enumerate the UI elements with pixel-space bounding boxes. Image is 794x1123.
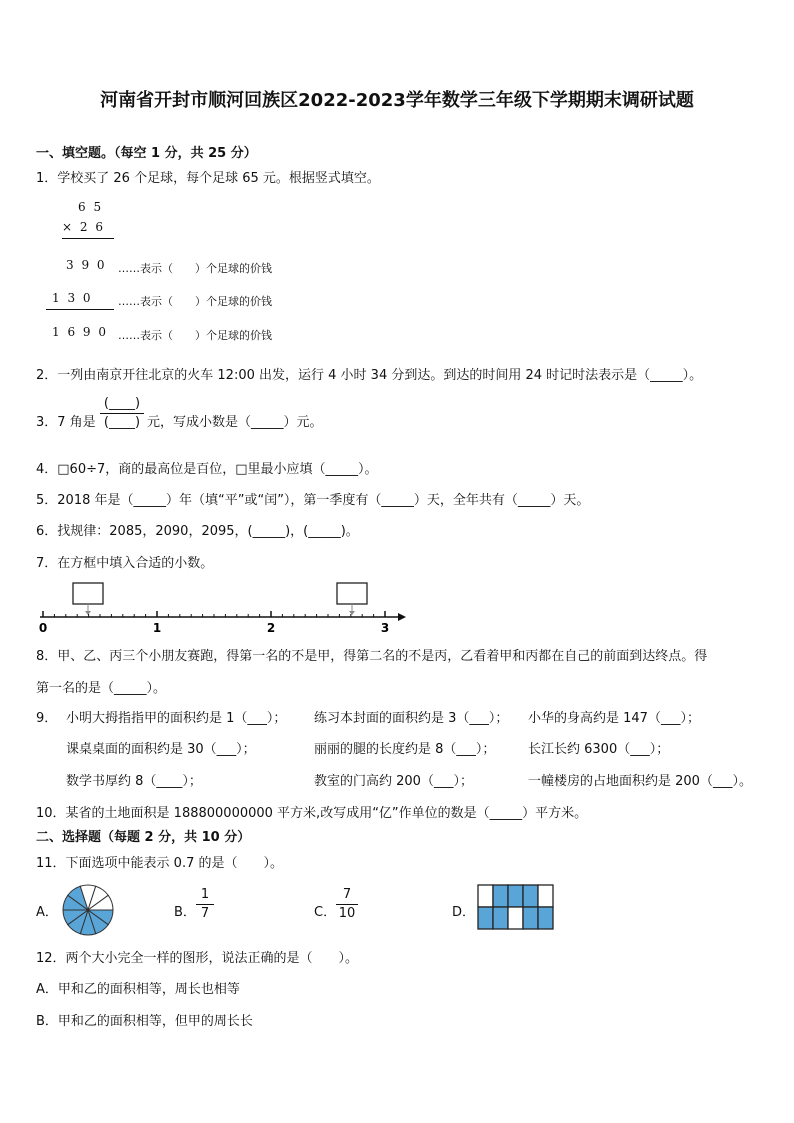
answer-box-1 bbox=[73, 583, 103, 604]
q3-fraction-bar bbox=[100, 413, 144, 414]
section-fill-blank-heading: 一、填空题。（每空 1 分，共 25 分） bbox=[36, 146, 257, 161]
grid-cell-empty bbox=[478, 885, 493, 907]
question-2-text: 2．一列由南京开往北京的火车 12:00 出发，运行 4 小时 34 分到达。到达的时间用 24 时记时法表示是（_____）。 bbox=[36, 368, 703, 383]
q11-b-fraction-bar bbox=[196, 904, 214, 905]
grid-cell-shaded bbox=[478, 907, 493, 929]
q9-item-2: 练习本封面的面积约是 3（___）； bbox=[314, 711, 509, 726]
q1-note-1: ……表示（ ）个足球的价钱 bbox=[118, 262, 272, 275]
q11-option-b-label: B． bbox=[174, 905, 196, 920]
q11-c-numerator: 7 bbox=[342, 887, 352, 902]
number-line-arrow bbox=[398, 613, 406, 621]
q11-c-fraction-bar bbox=[336, 904, 358, 905]
q9-item-4: 课桌桌面的面积约是 30（___）； bbox=[66, 742, 256, 757]
answer-box-1-arrowhead bbox=[85, 611, 91, 615]
grid-cell-shaded bbox=[508, 885, 523, 907]
question-8-line-1: 8．甲、乙、丙三个小朋友赛跑，得第一名的不是甲，得第二名的不是丙，乙看着甲和丙都在自己的前面到达终点。得 bbox=[36, 649, 708, 664]
number-line-figure bbox=[30, 580, 410, 636]
q11-c-denominator: 10 bbox=[338, 906, 356, 921]
q3-fraction-numerator: (____) bbox=[103, 396, 141, 411]
number-line-ticks bbox=[43, 611, 385, 617]
question-5-text: 5．2018 年是（_____）年（填“平”或“闰”），第一季度有（_____）天，全年共有（_____）天。 bbox=[36, 493, 590, 508]
q1-note-2: ……表示（ ）个足球的价钱 bbox=[118, 295, 272, 308]
q12-option-a: A．甲和乙的面积相等，周长也相等 bbox=[36, 982, 240, 997]
q3-fraction-blank bbox=[100, 396, 144, 431]
q9-item-7: 数学书厚约 8（____）； bbox=[66, 774, 202, 789]
q11-option-c-label: C． bbox=[314, 905, 337, 920]
number-line-label-2: 2 bbox=[266, 621, 276, 635]
grid-cell-empty bbox=[538, 885, 553, 907]
q9-item-6: 长江长约 6300（___）； bbox=[528, 742, 670, 757]
page-title: 河南省开封市顺河回族区2022-2023学年数学三年级下学期期末调研试题 bbox=[100, 90, 694, 111]
q9-item-3: 小华的身高约是 147（___）； bbox=[528, 711, 700, 726]
question-7-text: 7．在方框中填入合适的小数。 bbox=[36, 556, 214, 571]
q9-item-1: 小明大拇指指甲的面积约是 1（___）； bbox=[66, 711, 287, 726]
q1-line-2 bbox=[46, 309, 114, 310]
question-1-text: 1．学校买了 26 个足球，每个足球 65 元。根据竖式填空。 bbox=[36, 171, 380, 186]
q1-multiplier: × 2 6 bbox=[62, 220, 105, 234]
q11-b-denominator: 7 bbox=[200, 906, 210, 921]
question-3-prefix: 3．7 角是 bbox=[36, 415, 96, 430]
q11-pie-figure bbox=[60, 882, 116, 938]
question-12-text: 12．两个大小完全一样的图形，说法正确的是（ ）。 bbox=[36, 951, 359, 966]
q9-item-8: 教室的门高约 200（___）； bbox=[314, 774, 473, 789]
answer-box-2-arrowhead bbox=[349, 611, 355, 615]
q3-fraction-denominator: (____) bbox=[103, 415, 141, 430]
grid-cell-shaded bbox=[523, 907, 538, 929]
question-9-number: 9． bbox=[36, 711, 58, 726]
grid-cell-shaded bbox=[493, 885, 508, 907]
q9-item-9: 一幢楼房的占地面积约是 200（___）。 bbox=[528, 774, 752, 789]
answer-box-2 bbox=[337, 583, 367, 604]
q1-multiplicand: 6 5 bbox=[78, 200, 104, 214]
number-line-label-3: 3 bbox=[380, 621, 390, 635]
q12-option-b: B．甲和乙的面积相等，但甲的周长长 bbox=[36, 1014, 253, 1029]
section-choice-heading: 二、选择题（每题 2 分，共 10 分） bbox=[36, 830, 251, 845]
question-10-text: 10．某省的土地面积是 188800000000 平方米,改写成用“亿”作单位的数是（_____）平方米。 bbox=[36, 806, 588, 821]
q11-grid bbox=[478, 885, 553, 929]
number-line-label-1: 1 bbox=[152, 621, 162, 635]
q11-pie bbox=[63, 885, 113, 935]
number-line-label-0: 0 bbox=[38, 621, 48, 635]
q11-option-c-fraction bbox=[336, 887, 358, 922]
q1-partial-2: 1 3 0 bbox=[52, 291, 93, 305]
question-3-suffix: 元，写成小数是（_____）元。 bbox=[147, 415, 323, 430]
q1-note-3: ……表示（ ）个足球的价钱 bbox=[118, 329, 272, 342]
q11-b-numerator: 1 bbox=[200, 887, 210, 902]
q1-partial-1: 3 9 0 bbox=[66, 258, 107, 272]
question-11-text: 11．下面选项中能表示 0.7 的是（ ）。 bbox=[36, 856, 283, 871]
question-8-line-2: 第一名的是（_____）。 bbox=[36, 681, 167, 696]
question-4-text: 4．□60÷7，商的最高位是百位，□里最小应填（_____）。 bbox=[36, 462, 378, 477]
grid-cell-shaded bbox=[538, 907, 553, 929]
grid-cell-empty bbox=[508, 907, 523, 929]
q11-option-d-label: D． bbox=[452, 905, 476, 920]
question-6-text: 6．找规律：2085，2090，2095，(_____)，(_____)。 bbox=[36, 524, 359, 539]
q11-grid-figure bbox=[476, 883, 556, 931]
q1-product: 1 6 9 0 bbox=[52, 325, 108, 339]
grid-cell-shaded bbox=[523, 885, 538, 907]
q9-item-5: 丽丽的腿的长度约是 8（___）； bbox=[314, 742, 496, 757]
q11-option-b-fraction bbox=[196, 887, 214, 922]
q1-line-1 bbox=[62, 238, 114, 239]
q11-option-a-label: A． bbox=[36, 905, 58, 920]
grid-cell-shaded bbox=[493, 907, 508, 929]
